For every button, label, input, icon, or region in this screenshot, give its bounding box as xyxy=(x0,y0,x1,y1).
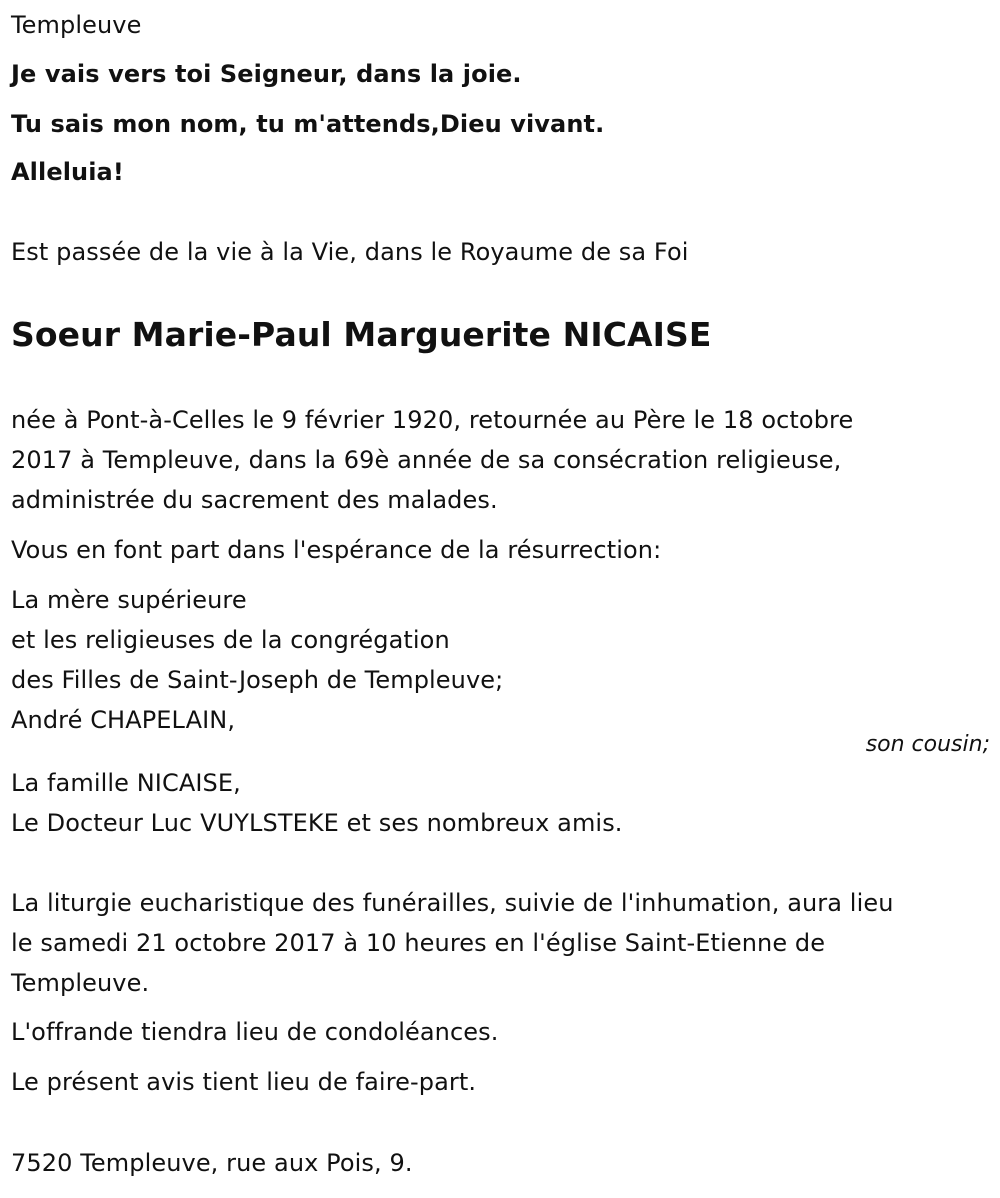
verse-line-1: Je vais vers toi Seigneur, dans la joie. xyxy=(11,60,522,88)
offering-text: L'offrande tiendra lieu de condoléances. xyxy=(11,1018,499,1046)
funeral-line-3: Templeuve. xyxy=(11,969,150,997)
family-more-line-1: La famille NICAISE, xyxy=(11,769,241,797)
bio-line-2: 2017 à Templeuve, dans la 69è année de sa consécration religieuse, xyxy=(11,446,842,474)
family-line-3: des Filles de Saint-Joseph de Templeuve; xyxy=(11,666,504,694)
verse-line-2: Tu sais mon nom, tu m'attends,Dieu vivant. xyxy=(11,110,605,138)
family-line-4: André CHAPELAIN, xyxy=(11,706,236,734)
family-line-2: et les religieuses de la congrégation xyxy=(11,626,450,654)
relation-text: son cousin; xyxy=(865,732,990,757)
address-text: 7520 Templeuve, rue aux Pois, 9. xyxy=(11,1149,413,1177)
bio-line-1: née à Pont-à-Celles le 9 février 1920, retournée au Père le 18 octobre xyxy=(11,406,854,434)
verse-line-3: Alleluia! xyxy=(11,158,124,186)
deceased-name: Soeur Marie-Paul Marguerite NICAISE xyxy=(11,315,712,354)
bio-line-3: administrée du sacrement des malades. xyxy=(11,486,498,514)
family-more-line-2: Le Docteur Luc VUYLSTEKE et ses nombreux amis. xyxy=(11,809,623,837)
funeral-line-2: le samedi 21 octobre 2017 à 10 heures en l'église Saint-Etienne de xyxy=(11,929,826,957)
notice-text: Le présent avis tient lieu de faire-part. xyxy=(11,1068,477,1096)
family-line-1: La mère supérieure xyxy=(11,586,247,614)
place-heading: Templeuve xyxy=(11,11,142,39)
intro-text: Est passée de la vie à la Vie, dans le Royaume de sa Foi xyxy=(11,238,689,266)
announcement-text: Vous en font part dans l'espérance de la résurrection: xyxy=(11,536,662,564)
funeral-line-1: La liturgie eucharistique des funérailles, suivie de l'inhumation, aura lieu xyxy=(11,889,894,917)
